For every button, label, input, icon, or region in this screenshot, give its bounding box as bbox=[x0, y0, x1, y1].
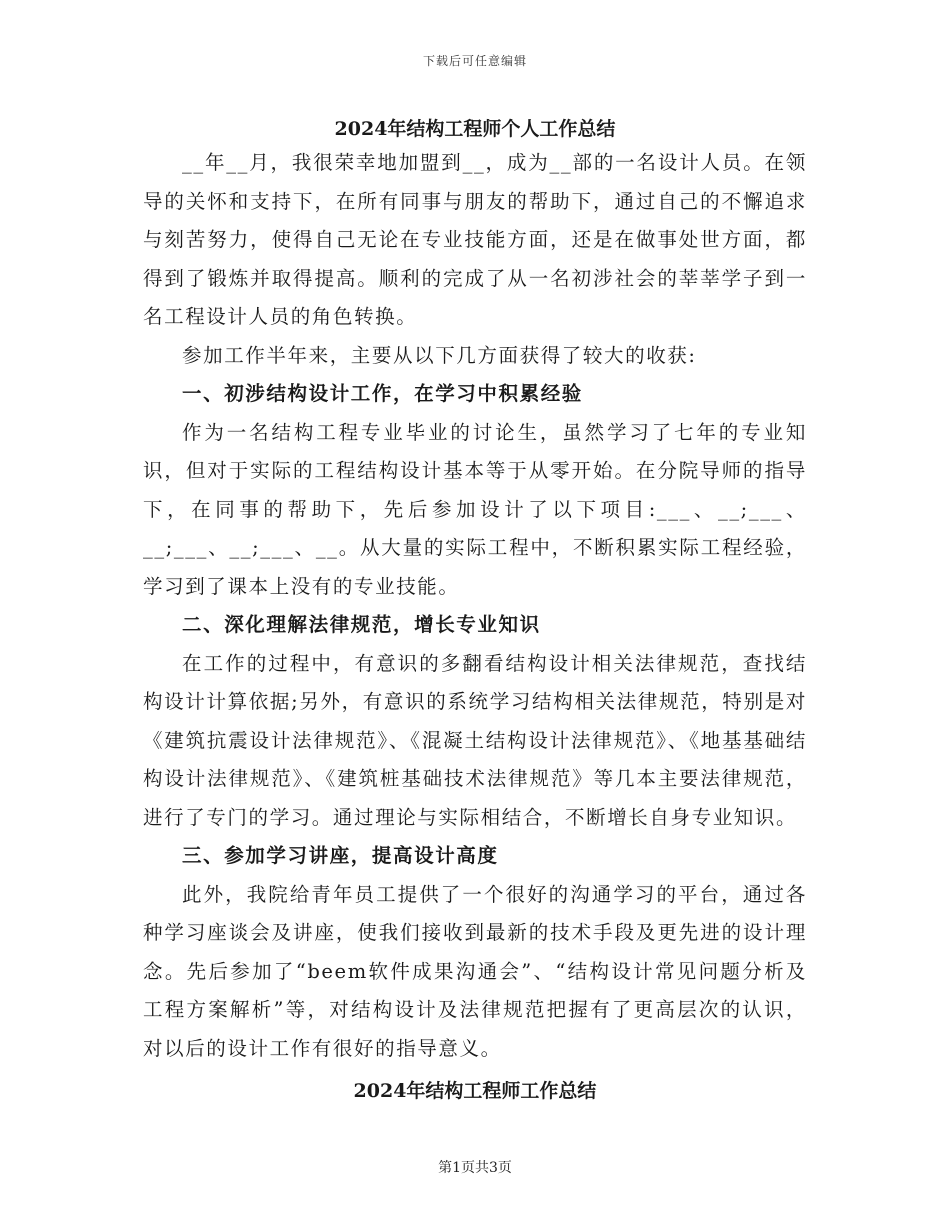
page-number-footer: 第1页共3页 bbox=[438, 1160, 512, 1176]
section-2-paragraph: 在工作的过程中，有意识的多翻看结构设计相关法律规范，查找结构设计计算依据;另外，有意识的系统学习结构相关法律规范，特别是对《建筑抗震设计法律规范》、《混凝土结构设计法律规范》、《地基基础结构设计法律规范》、《建筑桩基础技术法律规范》等几本主要法律规范，进行了专门的学习。通过理论与实际相结合，不断增长自身专业知识。 bbox=[143, 651, 807, 829]
document-body bbox=[143, 144, 807, 1068]
overview-paragraph: 参加工作半年来，主要从以下几方面获得了较大的收获: bbox=[182, 343, 697, 367]
second-document-title: 2024年结构工程师工作总结 bbox=[353, 1080, 597, 1102]
page-header-note: 下载后可任意编辑 bbox=[422, 54, 527, 68]
section-3-paragraph: 此外，我院给青年员工提供了一个很好的沟通学习的平台，通过各种学习座谈会及讲座，使我们接收到最新的技术手段及更先进的设计理念。先后参加了“beem软件成果沟通会”、“结构设计常见问题分析及工程方案解析”等，对结构设计及法律规范把握有了更高层次的认识，对以后的设计工作有很好的指导意义。 bbox=[143, 882, 807, 1060]
section-2-heading: 二、深化理解法律规范，增长专业知识 bbox=[182, 613, 541, 636]
document-title: 2024年结构工程师个人工作总结 bbox=[334, 118, 616, 140]
intro-paragraph: __年__月，我很荣幸地加盟到__，成为__部的一名设计人员。在领导的关怀和支持下，在所有同事与朋友的帮助下，通过自己的不懈追求与刻苦努力，使得自己无论在专业技能方面，还是在做事处世方面，都得到了锻炼并取得提高。顺利的完成了从一名初涉社会的莘莘学子到一名工程设计人员的角色转换。 bbox=[143, 151, 807, 328]
section-1-paragraph: 作为一名结构工程专业毕业的讨论生，虽然学习了七年的专业知识，但对于实际的工程结构设计基本等于从零开始。在分院导师的指导下，在同事的帮助下，先后参加设计了以下项目:___、__;___、__;___、__;___、__。从大量的实际工程中，不断积累实际工程经验，学习到了课本上没有的专业技能。 bbox=[143, 420, 807, 598]
section-1-heading: 一、初涉结构设计工作，在学习中积累经验 bbox=[182, 382, 583, 405]
section-3-heading: 三、参加学习讲座，提高设计高度 bbox=[182, 844, 499, 867]
